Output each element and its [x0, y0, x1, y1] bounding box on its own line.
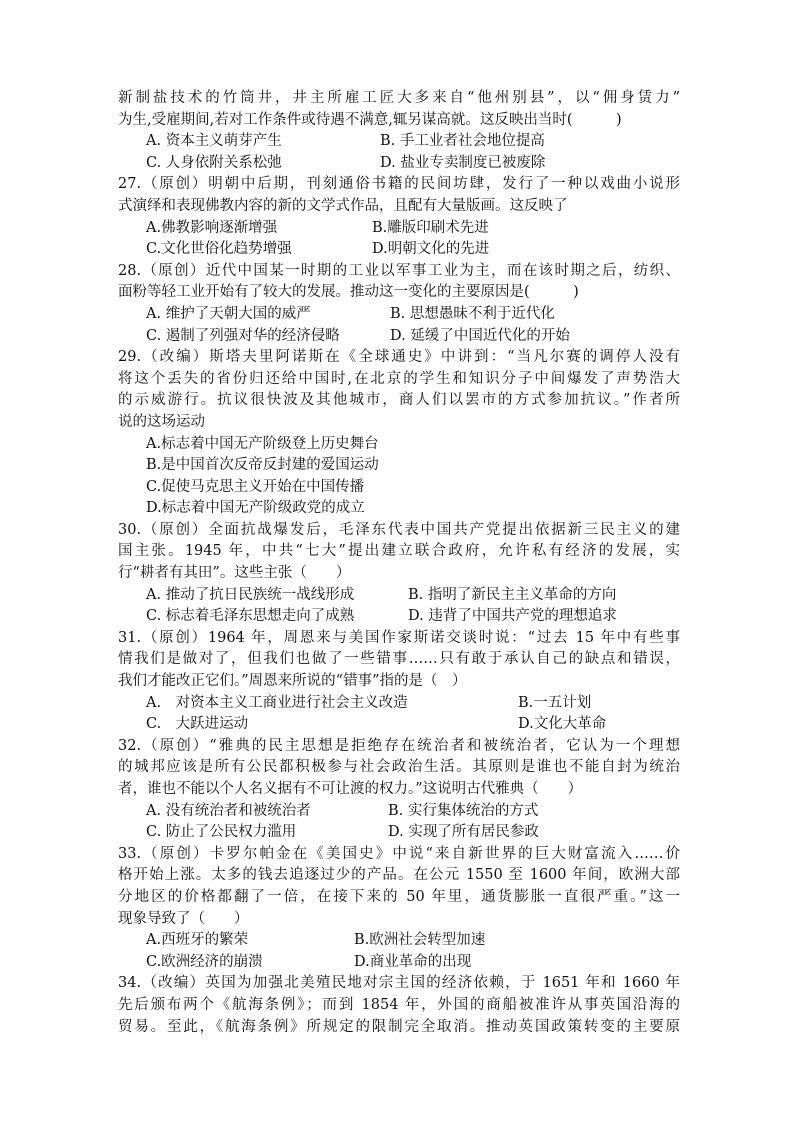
option-row	[118, 218, 680, 240]
option-row	[118, 693, 680, 715]
question-text: 为生,受雇期间,若对工作条件或待遇不满意,辄另谋高就。这反映出当时( )	[118, 111, 622, 128]
question-32-text: 32.（原创）“雅典的民主思想是拒绝存在统治者和被统治者，它认为一个理想	[118, 737, 680, 754]
option-row	[118, 239, 680, 261]
question-29-text: 29.（改编）斯塔夫里阿诺斯在《全球通史》中讲到：“当凡尔赛的调停人没有	[118, 349, 680, 366]
question-34-text: 先后颁布两个《航海条例》；而到 1854 年，外国的商船被准许从事英国沿海的	[118, 996, 680, 1013]
question-29-text: 的示威游行。抗议很快波及其他城市，商人们以罢市的方式参加抗议。”作者所	[118, 392, 680, 409]
exam-page	[118, 88, 680, 1038]
option-row	[118, 952, 680, 974]
question-30-text: 行“耕者有其田”。这些主张（ ）	[118, 565, 351, 582]
option-row	[118, 606, 680, 628]
option-a: A. 资本主义萌芽产生	[146, 133, 282, 150]
question-33-text: 现象导致了（ ）	[118, 910, 249, 927]
question-28-text: 28.（原创）近代中国某一时期的工业以军事工业为主，而在该时期之后，纺织、	[118, 262, 680, 279]
option-d: D.商业革命的出现	[354, 953, 472, 970]
question-text: 新制盐技术的竹筒井，井主所雇工匠大多来自“他州别县”，以“佣身赁力”	[118, 90, 680, 106]
question-30-text: 国主张。1945 年，中共“七大”提出建立联合政府，允许私有经济的发展，实	[118, 543, 680, 560]
option-b: B. 思想愚昧不利于近代化	[390, 305, 555, 322]
question-31-text: 我们才能改正它们。”周恩来所说的“错事”指的是（ ）	[118, 673, 467, 690]
option-c: C. 大跃进运动	[146, 716, 249, 733]
option-row	[118, 131, 680, 153]
option-b: B.一五计划	[518, 694, 592, 711]
question-27-text: 27.（原创）明朝中后期，刊刻通俗书籍的民间坊肆，发行了一种以戏曲小说形	[118, 176, 680, 193]
question-33-text: 分地区的价格都翻了一倍，在接下来的 50 年里，通货膨胀一直很严重。”这一	[118, 888, 680, 905]
option-b: B.是中国首次反帝反封建的爱国运动	[146, 457, 379, 474]
question-29-text: 将这个丢失的省份归还给中国时,在北京的学生和知识分子中间爆发了声势浩大	[118, 370, 680, 387]
question-30-text: 30.（原创）全面抗战爆发后，毛泽东代表中国共产党提出依据新三民主义的建	[118, 521, 680, 538]
option-row	[118, 153, 680, 175]
option-a: A.标志着中国无产阶级登上历史舞台	[146, 435, 379, 452]
option-b: B.欧洲社会转型加速	[354, 932, 486, 949]
question-31-text: 31.（原创）1964 年，周恩来与美国作家斯诺交谈时说：“过去 15 年中有些事	[118, 629, 680, 646]
question-29-text: 说的这场运动	[118, 413, 205, 430]
question-34-text: 34.（改编）英国为加强北美殖民地对宗主国的经济依赖，于 1651 年和 1660 年	[118, 975, 680, 992]
option-b: B. 实行集体统治的方式	[388, 802, 539, 819]
question-33-text: 格开始上涨。太多的钱去追逐过少的产品。在公元 1550 至 1600 年间，欧洲大部	[118, 867, 680, 884]
option-a: A. 没有统治者和被统治者	[146, 802, 311, 819]
option-b: B. 指明了新民主主义革命的方向	[408, 586, 617, 603]
option-row	[118, 326, 680, 348]
option-c: C. 遏制了列强对华的经济侵略	[146, 327, 340, 344]
option-row	[118, 304, 680, 326]
option-d: D.标志着中国无产阶级政党的成立	[146, 500, 365, 517]
option-a: A.西班牙的繁荣	[146, 932, 249, 949]
question-34-text: 贸易。至此，《航海条例》所规定的限制完全取消。推动英国政策转变的主要原	[118, 1018, 680, 1035]
option-b: B. 手工业者社会地位提高	[380, 133, 545, 150]
option-c: C.促使马克思主义开始在中国传播	[146, 478, 365, 495]
option-a: A. 推动了抗日民族统一战线形成	[146, 586, 355, 603]
option-d: D.明朝文化的先进	[372, 241, 490, 258]
option-row	[118, 822, 680, 844]
option-row	[118, 714, 680, 736]
option-b: B.雕版印刷术先进	[372, 219, 489, 236]
option-row	[118, 801, 680, 823]
option-c: C.欧洲经济的崩溃	[146, 953, 263, 970]
question-32-text: 的城邦应该是所有公民都积极参与社会政治生活。其原则是谁也不能自封为统治	[118, 759, 680, 776]
option-row	[118, 585, 680, 607]
option-row	[118, 930, 680, 952]
option-d: D. 延缓了中国近代化的开始	[390, 327, 570, 344]
question-32-text: 者，谁也不能以个人名义据有不可让渡的权力。”这说明古代雅典（ ）	[118, 781, 583, 797]
option-d: D. 违背了中国共产党的理想追求	[408, 608, 617, 625]
option-a: A.佛教影响逐渐增强	[146, 219, 278, 236]
question-33-text: 33.（原创）卡罗尔帕金在《美国史》中说“来自新世界的巨大财富流入……价	[118, 845, 680, 862]
option-c: C.文化世俗化趋势增强	[146, 241, 292, 258]
question-31-text: 情我们是做对了，但我们也做了一些错事……只有敢于承认自己的缺点和错误，	[118, 651, 680, 668]
option-d: D. 盐业专卖制度已被废除	[380, 154, 546, 171]
option-c: C. 标志着毛泽东思想走向了成熟	[146, 608, 355, 625]
option-d: D. 实现了所有居民参政	[388, 824, 539, 841]
option-a: A. 对资本主义工商业进行社会主义改造	[146, 694, 408, 711]
option-d: D.文化大革命	[518, 716, 607, 733]
question-27-text: 式演绎和表现佛教内容的新的文学式作品，且配有大量版画。这反映了	[118, 197, 568, 214]
option-c: C. 人身依附关系松弛	[146, 154, 282, 171]
option-c: C. 防止了公民权力滥用	[146, 824, 297, 841]
option-a: A. 维护了天朝大国的威严	[146, 305, 311, 322]
question-28-text: 面粉等轻工业开始有了较大的发展。推动这一变化的主要原因是( )	[118, 284, 579, 301]
